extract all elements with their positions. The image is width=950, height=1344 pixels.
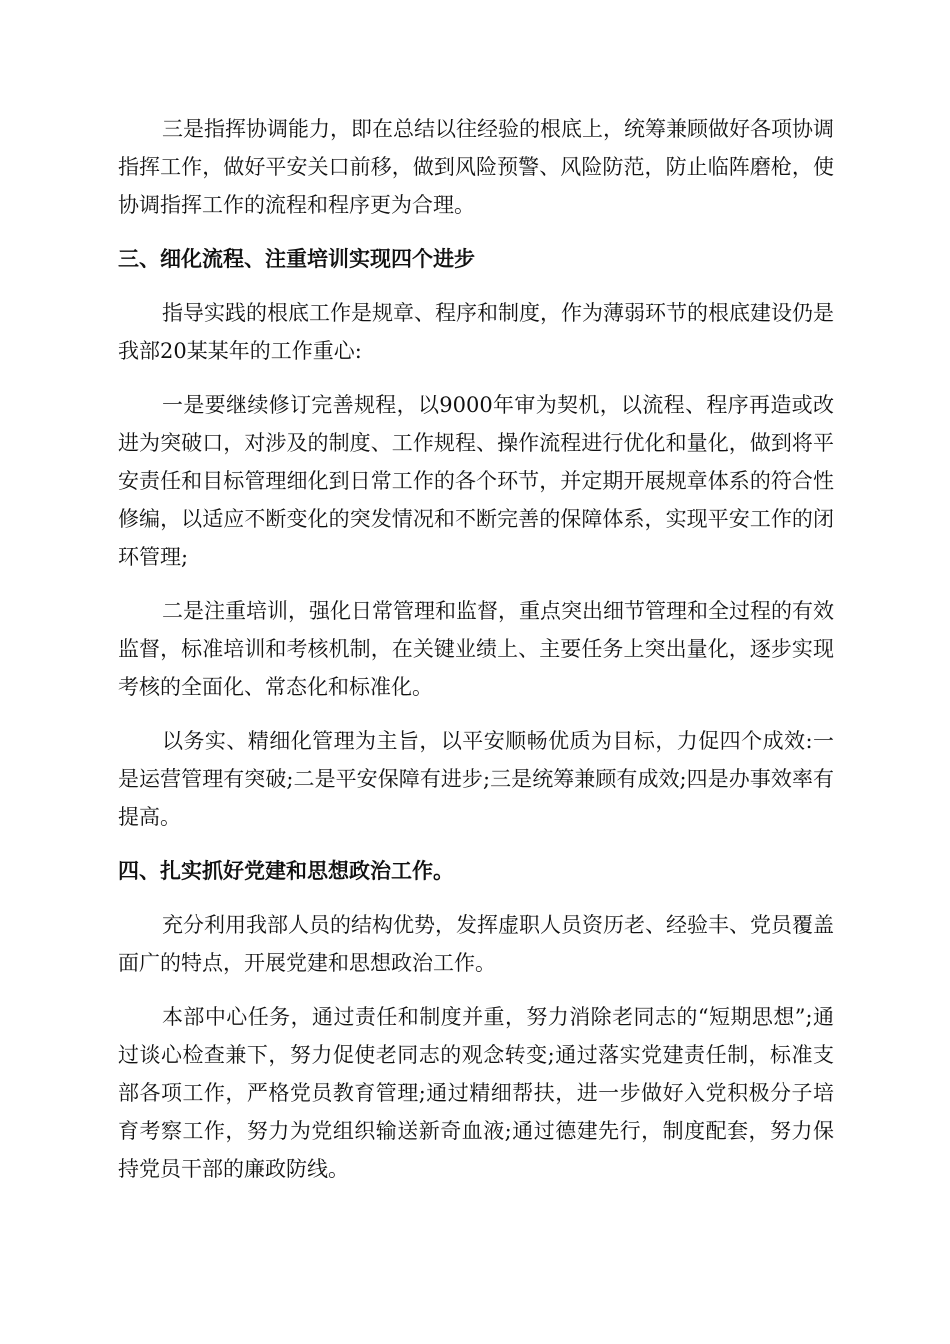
section-heading-3: 三、细化流程、注重培训实现四个进步 <box>118 247 475 271</box>
paragraph-command-coordination: 三是指挥协调能力，即在总结以往经验的根底上，统筹兼顾做好各项协调指挥工作，做好平安关口前移，做到风险预警、风险防范，防止临阵磨枪，使协调指挥工作的流程和程序更为合理。 <box>118 117 834 217</box>
document-body <box>118 110 834 1204</box>
section-heading-4: 四、扎实抓好党建和思想政治工作。 <box>118 859 454 883</box>
paragraph-foundation-work: 指导实践的根底工作是规章、程序和制度，作为薄弱环节的根底建设仍是我部20某某年的工作重心: <box>118 301 834 363</box>
paragraph-four-results: 以务实、精细化管理为主旨，以平安顺畅优质为目标，力促四个成效:一是运营管理有突破;二是平安保障有进步;三是统筹兼顾有成效;四是办事效率有提高。 <box>118 729 834 829</box>
paragraph-party-building: 本部中心任务，通过责任和制度并重，努力消除老同志的“短期思想”;通过谈心检查兼下，努力促使老同志的观念转变;通过落实党建责任制，标准支部各项工作，严格党员教育管理;通过精细帮扶，进一步做好入党积极分子培育考察工作，努力为党组织输送新奇血液;通过德建先行，制度配套，努力保持党员干部的廉政防线。 <box>118 1005 834 1181</box>
paragraph-training: 二是注重培训，强化日常管理和监督，重点突出细节管理和全过程的有效监督，标准培训和考核机制，在关键业绩上、主要任务上突出量化，逐步实现考核的全面化、常态化和标准化。 <box>118 599 834 699</box>
paragraph-structure-advantage: 充分利用我部人员的结构优势，发挥虚职人员资历老、经验丰、党员覆盖面广的特点，开展党建和思想政治工作。 <box>118 913 834 975</box>
paragraph-revise-procedures: 一是要继续修订完善规程，以9000年审为契机，以流程、程序再造或改进为突破口，对涉及的制度、工作规程、操作流程进行优化和量化，做到将平安责任和目标管理细化到日常工作的各个环节，并定期开展规章体系的符合性修编，以适应不断变化的突发情况和不断完善的保障体系，实现平安工作的闭环管理; <box>118 393 834 569</box>
